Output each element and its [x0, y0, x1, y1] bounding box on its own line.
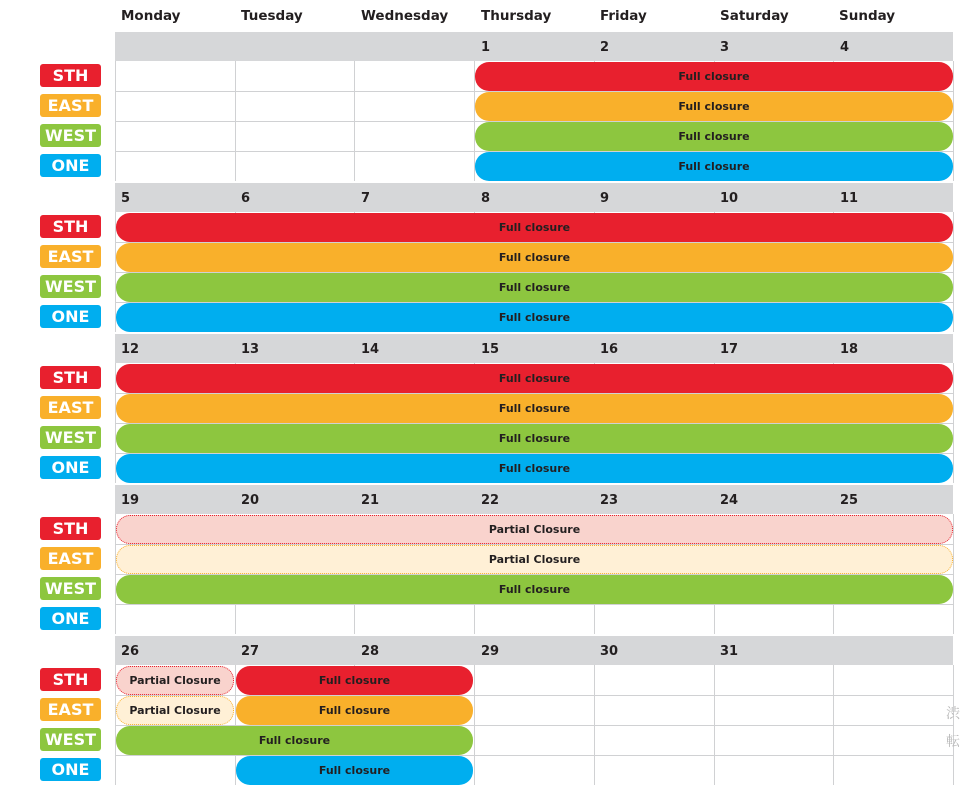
route-label-one: ONE — [40, 607, 101, 630]
grid-line — [594, 665, 595, 785]
date-number: 20 — [241, 493, 260, 508]
clipped-edge-text: 渋 — [946, 706, 960, 722]
date-number: 19 — [121, 493, 140, 508]
date-number: 13 — [241, 342, 260, 357]
route-label-east: EAST — [40, 396, 101, 419]
route-label-sth: STH — [40, 668, 101, 691]
grid-line — [474, 665, 475, 785]
date-number: 2 — [600, 40, 610, 55]
grid-line — [953, 212, 954, 332]
closure-bar-west: Full closure — [116, 273, 953, 302]
closure-bar-sth: Partial Closure — [116, 666, 234, 695]
date-number: 21 — [361, 493, 380, 508]
closure-bar-sth: Full closure — [116, 364, 953, 393]
date-number: 25 — [840, 493, 859, 508]
route-label-sth: STH — [40, 366, 101, 389]
route-label-one: ONE — [40, 758, 101, 781]
date-number: 5 — [121, 191, 131, 206]
date-number: 10 — [720, 191, 739, 206]
route-label-sth: STH — [40, 64, 101, 87]
date-number: 6 — [241, 191, 251, 206]
date-number: 29 — [481, 644, 500, 659]
grid-line — [115, 755, 953, 756]
date-number: 31 — [720, 644, 739, 659]
date-number: 12 — [121, 342, 140, 357]
day-header-thursday: Thursday — [481, 8, 552, 24]
date-number: 30 — [600, 644, 619, 659]
closure-bar-east: Full closure — [116, 243, 953, 272]
closure-bar-west: Full closure — [116, 575, 953, 604]
grid-line — [115, 695, 953, 696]
closure-bar-one: Full closure — [116, 303, 953, 332]
date-number: 14 — [361, 342, 380, 357]
route-label-one: ONE — [40, 305, 101, 328]
closure-bar-sth: Partial Closure — [116, 515, 953, 544]
route-label-west: WEST — [40, 275, 101, 298]
closure-bar-east: Full closure — [236, 696, 473, 725]
grid-line — [354, 61, 355, 181]
route-label-sth: STH — [40, 215, 101, 238]
route-label-west: WEST — [40, 728, 101, 751]
date-number: 27 — [241, 644, 260, 659]
date-number: 22 — [481, 493, 500, 508]
day-header-wednesday: Wednesday — [361, 8, 449, 24]
grid-line — [953, 514, 954, 634]
date-number: 3 — [720, 40, 730, 55]
grid-line — [953, 61, 954, 181]
closure-bar-west: Full closure — [116, 424, 953, 453]
grid-line — [235, 61, 236, 181]
grid-line — [714, 665, 715, 785]
route-label-east: EAST — [40, 698, 101, 721]
closure-bar-east: Partial Closure — [116, 696, 234, 725]
date-number: 17 — [720, 342, 739, 357]
grid-line — [953, 363, 954, 483]
date-number: 8 — [481, 191, 491, 206]
clipped-edge-text: 転 — [946, 734, 960, 750]
route-label-sth: STH — [40, 517, 101, 540]
day-header-saturday: Saturday — [720, 8, 789, 24]
closure-bar-west: Full closure — [475, 122, 953, 151]
date-number: 1 — [481, 40, 491, 55]
date-number: 26 — [121, 644, 140, 659]
date-number: 23 — [600, 493, 619, 508]
route-label-east: EAST — [40, 245, 101, 268]
closure-bar-one: Full closure — [236, 756, 473, 785]
grid-line — [115, 604, 953, 605]
date-number: 24 — [720, 493, 739, 508]
date-number: 7 — [361, 191, 371, 206]
day-header-tuesday: Tuesday — [241, 8, 303, 24]
route-label-west: WEST — [40, 124, 101, 147]
date-number: 28 — [361, 644, 380, 659]
day-header-friday: Friday — [600, 8, 647, 24]
closure-bar-east: Full closure — [116, 394, 953, 423]
closure-bar-east: Full closure — [475, 92, 953, 121]
grid-line — [833, 665, 834, 785]
closure-bar-west: Full closure — [116, 726, 473, 755]
week-date-band — [115, 32, 953, 61]
date-number: 16 — [600, 342, 619, 357]
date-number: 18 — [840, 342, 859, 357]
route-label-west: WEST — [40, 426, 101, 449]
day-header-sunday: Sunday — [839, 8, 896, 24]
date-number: 11 — [840, 191, 859, 206]
day-header-monday: Monday — [121, 8, 181, 24]
closure-bar-sth: Full closure — [236, 666, 473, 695]
closure-bar-sth: Full closure — [116, 213, 953, 242]
route-label-one: ONE — [40, 154, 101, 177]
route-label-east: EAST — [40, 547, 101, 570]
date-number: 4 — [840, 40, 850, 55]
closure-bar-one: Full closure — [475, 152, 953, 181]
closure-bar-sth: Full closure — [475, 62, 953, 91]
grid-line — [953, 665, 954, 785]
date-number: 15 — [481, 342, 500, 357]
route-label-one: ONE — [40, 456, 101, 479]
closure-bar-east: Partial Closure — [116, 545, 953, 574]
closure-bar-one: Full closure — [116, 454, 953, 483]
route-label-west: WEST — [40, 577, 101, 600]
date-number: 9 — [600, 191, 610, 206]
route-label-east: EAST — [40, 94, 101, 117]
grid-line — [115, 61, 116, 181]
